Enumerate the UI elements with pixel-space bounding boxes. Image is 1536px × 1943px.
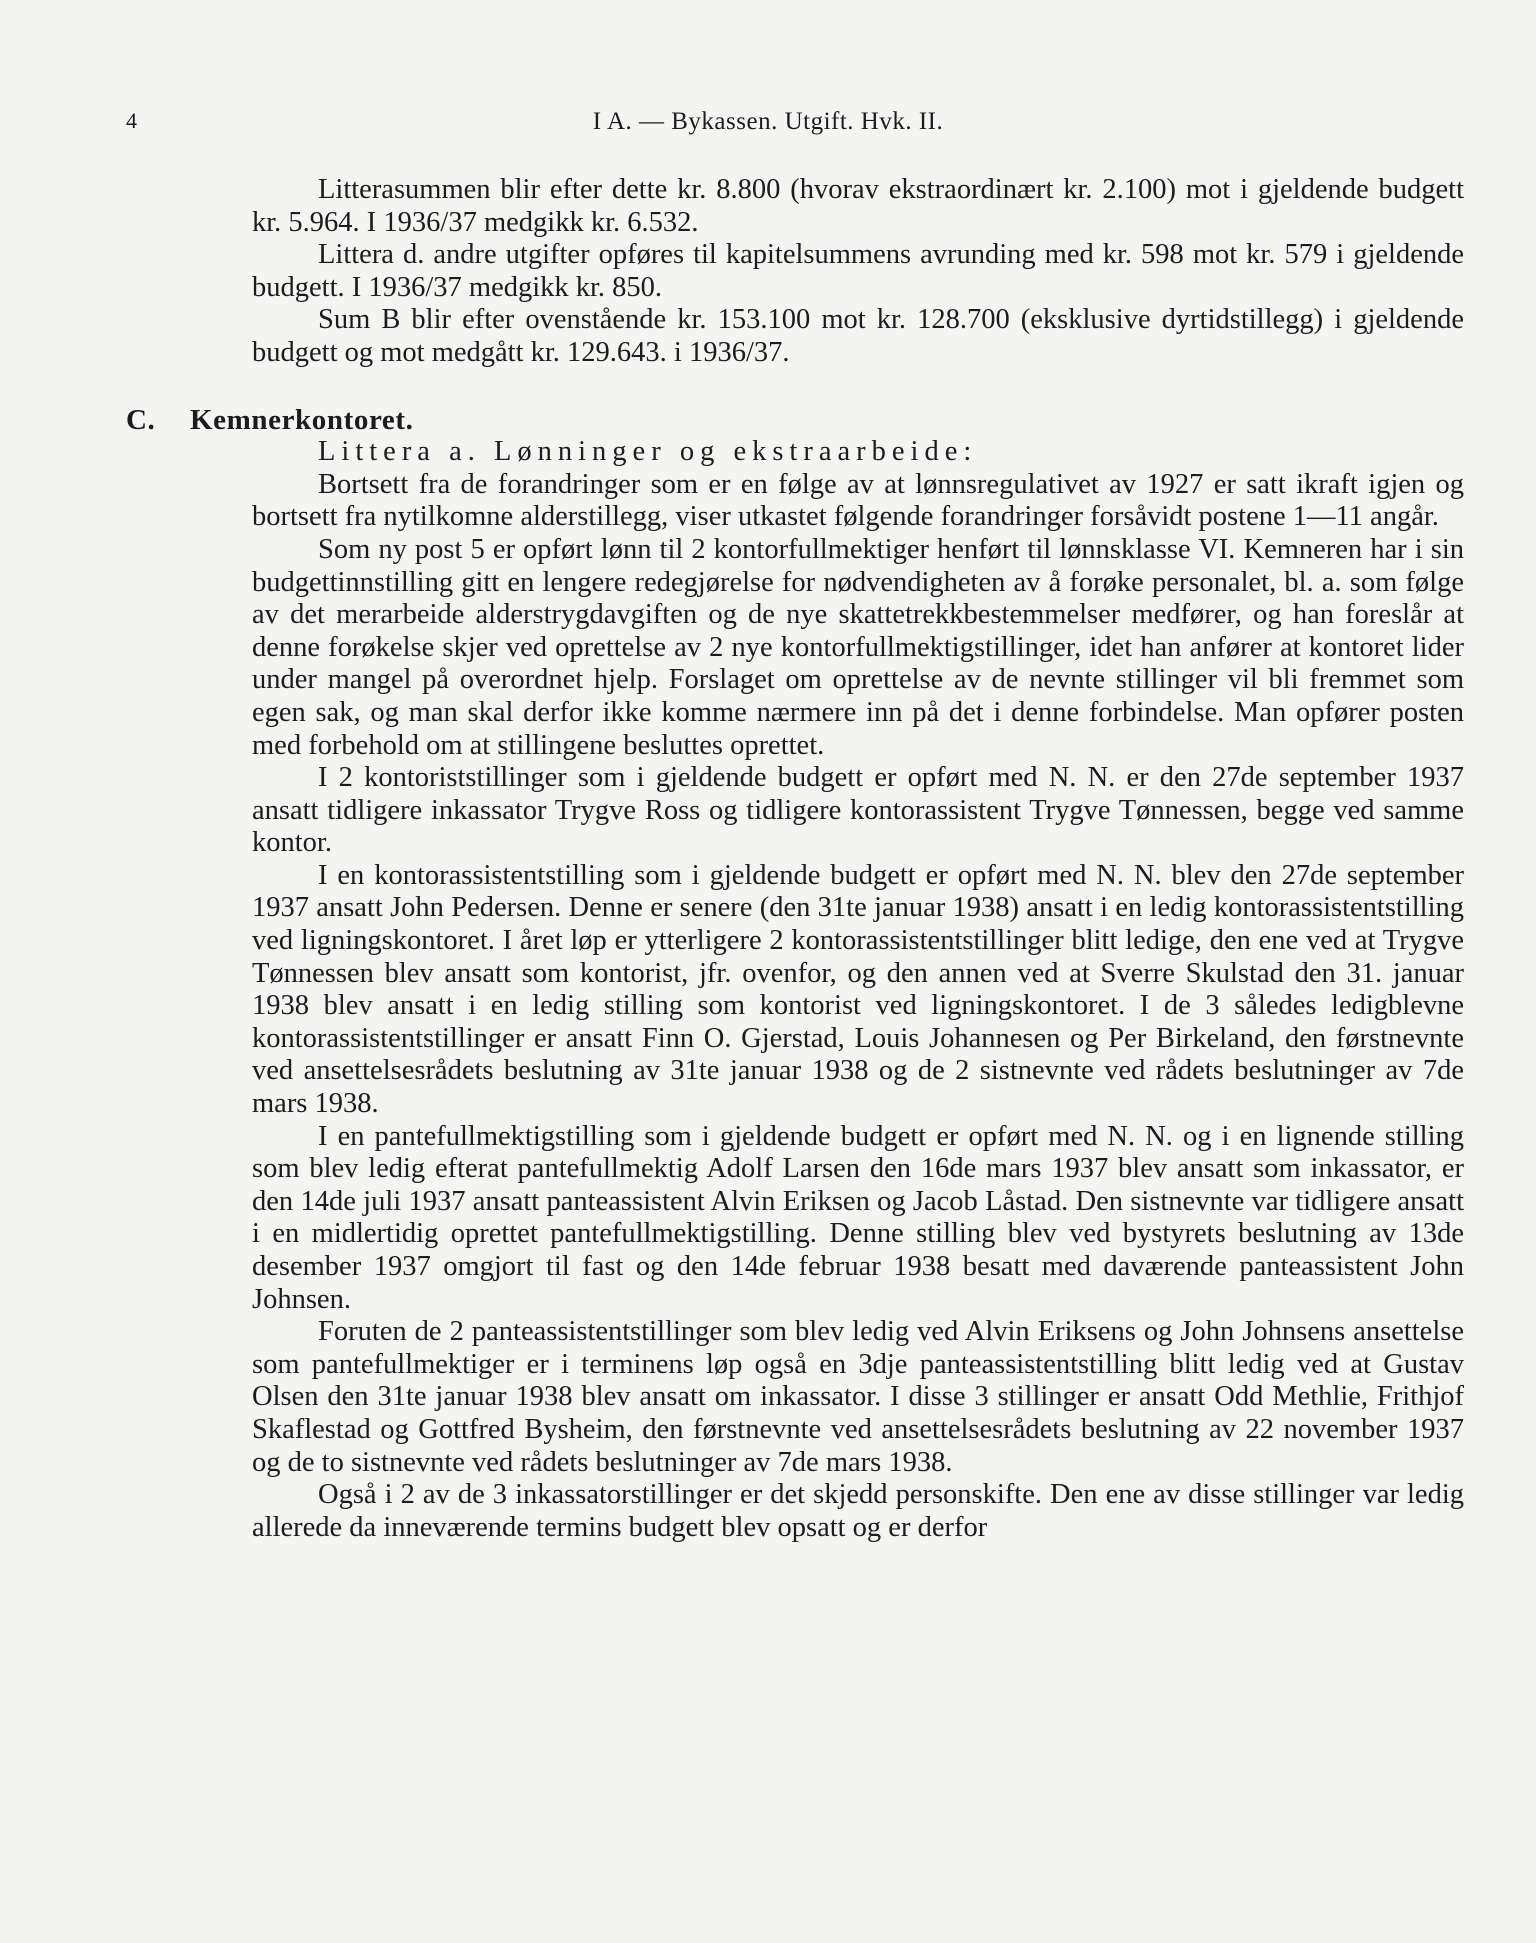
subheading: Littera a. Lønninger og ekstraarbeide:: [318, 436, 978, 468]
paragraph: Littera d. andre utgifter opføres til kapitelsummens avrunding med kr. 598 mot kr. 579 i gjeldende budgett. I 1936/37 medgikk kr. 850.: [252, 239, 1464, 303]
section-heading: [126, 404, 1464, 437]
paragraph: I en pantefullmektigstilling som i gjeldende budgett er opført med N. N. og i en lignende stilling som blev ledig efterat pantefullmektig Adolf Larsen den 16de mars 1937 blev ansatt som inkassator, er den 14de juli 1937 ansatt panteassistent Alvin Eriksen og Jacob Låstad. Den sistnevnte var tidligere ansatt i en midlertidig oprettet pantefullmektigstilling. Denne stilling blev ved bystyrets beslutning av 13de desember 1937 omgjort til fast og den 14de februar 1938 besatt med daværende panteassistent John Johnsen.: [252, 1120, 1464, 1315]
paragraph: Foruten de 2 panteassistentstillinger som blev ledig ved Alvin Eriksens og John Johnsens ansettelse som pantefullmektiger er i terminens løp også en 3dje panteassistentstilling blitt ledig ved at Gustav Olsen den 31te januar 1938 blev ansatt om inkassator. I disse 3 stillinger er ansatt Odd Methlie, Frithjof Skaflestad og Gottfred Bysheim, den førstnevnte ved ansettelsesrådets beslutning av 22 november 1937 og de to sistnevnte ved rådets beslutninger av 7de mars 1938.: [252, 1316, 1464, 1478]
running-head: I A. — Bykassen. Utgift. Hvk. II.: [592, 108, 944, 135]
paragraph: Som ny post 5 er opført lønn til 2 kontorfullmektiger henført til lønnsklasse VI. Kemneren har i sin budgettinnstilling gitt en lengere redegjørelse for nødvendigheten av å forøke personalet, bl. a. som følge av det merarbeide alderstrygdavgiften og de nye skattetrekkbestemmelser medfører, og han foreslår at denne forøkelse skjer ved oprettelse av 2 nye kontorfullmektigstillinger, idet han anfører at kontoret lider under mangel på overordnet hjelp. Forslaget om oprettelse av de nevnte stillinger vil bli fremmet som egen sak, og man skal derfor ikke komme nærmere inn på det i denne forbindelse. Man opfører posten med forbehold om at stillingene besluttes oprettet.: [252, 533, 1464, 761]
paragraph: Bortsett fra de forandringer som er en følge av at lønnsregulativet av 1927 er satt ikraft igjen og bortsett fra nytilkomne alderstillegg, viser utkastet følgende forandringer forsåvidt postene 1—11 angår.: [252, 468, 1464, 533]
section-letter: C.: [126, 403, 156, 436]
page-number: 4: [126, 108, 137, 133]
paragraph: I en kontorassistentstilling som i gjeldende budgett er opført med N. N. blev den 27de september 1937 ansatt John Pedersen. Denne er senere (den 31te januar 1938) ansatt i en ledig kontorassistentstilling ved ligningskontoret. I året løp er ytterligere 2 kontorassistentstillinger blitt ledige, den ene ved at Trygve Tønnessen blev ansatt som kontorist, jfr. ovenfor, og den annen ved at Sverre Skulstad den 31. januar 1938 blev ansatt i en ledig stilling som kontorist ved ligningskontoret. I de 3 således ledigblevne kontorassistentstillinger er ansatt Finn O. Gjerstad, Louis Johannesen og Per Birkeland, den førstnevnte ved ansettelsesrådets beslutning av 31te januar 1938 og de 2 sistnevnte ved rådets beslutninger av 7de mars 1938.: [252, 859, 1464, 1120]
paragraph: Også i 2 av de 3 inkassatorstillinger er det skjedd personskifte. Den ene av disse stillinger var ledig allerede da inneværende termins budgett blev opsatt og er derfor: [252, 1479, 1464, 1543]
paragraph: Sum B blir efter ovenstående kr. 153.100 mot kr. 128.700 (eksklusive dyrtidstillegg) i gjeldende budgett og mot medgått kr. 129.643. i 1936/37.: [252, 304, 1464, 368]
paragraph: I 2 kontoriststillinger som i gjeldende budgett er opført med N. N. er den 27de september 1937 ansatt tidligere inkassator Trygve Ross og tidligere kontorassistent Trygve Tønnessen, begge ved samme kontor.: [252, 762, 1464, 859]
paragraph: Litterasummen blir efter dette kr. 8.800 (hvorav ekstraordinært kr. 2.100) mot i gjeldende budgett kr. 5.964. I 1936/37 medgikk kr. 6.532.: [252, 174, 1464, 238]
section-title: Kemnerkontoret.: [190, 403, 414, 436]
body-text: [126, 174, 1464, 1544]
